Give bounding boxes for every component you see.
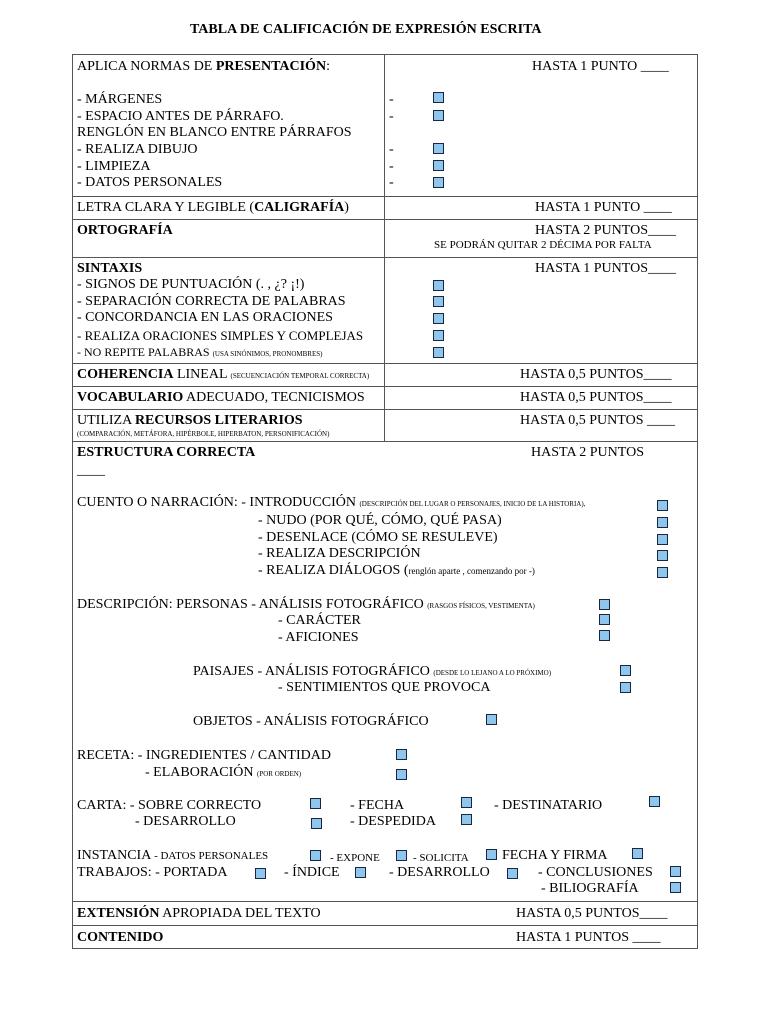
sintaxis-item: - SIGNOS DE PUNTUACIÓN (. , ¿? ¡!) xyxy=(77,277,305,292)
descripcion-item: - AFICIONES xyxy=(278,630,359,645)
checkbox-square-icon[interactable] xyxy=(433,313,444,324)
presentacion-item: - MÁRGENES xyxy=(77,92,163,107)
checkbox-square-icon[interactable] xyxy=(620,665,631,676)
carta-destinatario: - DESTINATARIO xyxy=(494,798,603,813)
checkbox-square-icon[interactable] xyxy=(632,848,643,859)
estructura-points: HASTA 2 PUNTOS xyxy=(531,445,644,460)
checkbox-square-icon[interactable] xyxy=(433,347,444,358)
page-title: TABLA DE CALIFICACIÓN DE EXPRESIÓN ESCRITA xyxy=(190,22,542,37)
contenido-points: HASTA 1 PUNTOS ____ xyxy=(516,930,661,945)
row-divider xyxy=(72,441,697,442)
checkbox-square-icon[interactable] xyxy=(486,714,497,725)
carta-despedida: - DESPEDIDA xyxy=(350,814,436,829)
checkbox-square-icon[interactable] xyxy=(657,517,668,528)
checkbox-square-icon[interactable] xyxy=(433,177,444,188)
caligrafia-points: HASTA 1 PUNTO ____ xyxy=(535,200,672,215)
ortografia-note: SE PODRÁN QUITAR 2 DÉCIMA POR FALTA xyxy=(434,239,652,251)
extension-points: HASTA 0,5 PUNTOS____ xyxy=(516,906,668,921)
checkbox-square-icon[interactable] xyxy=(310,850,321,861)
ortografia-points: HASTA 2 PUNTOS____ xyxy=(535,223,676,238)
checkbox-square-icon[interactable] xyxy=(507,868,518,879)
checkbox-square-icon[interactable] xyxy=(310,798,321,809)
dash-mark: - xyxy=(389,159,394,174)
coherencia-label: COHERENCIA LINEAL (SECUENCIACIÓN TEMPORAL CORRECTA) xyxy=(77,367,370,382)
sintaxis-item: - REALIZA ORACIONES SIMPLES Y COMPLEJAS xyxy=(77,328,364,343)
checkbox-square-icon[interactable] xyxy=(396,769,407,780)
vocabulario-label: VOCABULARIO ADECUADO, TECNICISMOS xyxy=(77,390,365,405)
checkbox-square-icon[interactable] xyxy=(620,682,631,693)
instancia-expone: - EXPONE xyxy=(330,852,380,864)
checkbox-square-icon[interactable] xyxy=(433,143,444,154)
dash-mark: - xyxy=(389,142,394,157)
checkbox-square-icon[interactable] xyxy=(670,866,681,877)
vocabulario-points: HASTA 0,5 PUNTOS____ xyxy=(520,390,672,405)
sintaxis-item: - SEPARACIÓN CORRECTA DE PALABRAS xyxy=(77,294,346,309)
presentacion-item: - LIMPIEZA xyxy=(77,159,151,174)
sintaxis-label: SINTAXIS xyxy=(77,261,143,276)
coherencia-points: HASTA 0,5 PUNTOS____ xyxy=(520,367,672,382)
carta-sobre: CARTA: - SOBRE CORRECTO xyxy=(77,798,262,813)
caligrafia-label: LETRA CLARA Y LEGIBLE (CALIGRAFÍA) xyxy=(77,200,349,215)
row-divider xyxy=(72,257,697,258)
carta-fecha: - FECHA xyxy=(350,798,405,813)
cuento-item: - DESENLACE (CÓMO SE RESULEVE) xyxy=(258,530,498,545)
row-divider xyxy=(72,409,697,410)
cuento-item: - REALIZA DESCRIPCIÓN xyxy=(258,546,421,561)
checkbox-square-icon[interactable] xyxy=(311,818,322,829)
carta-desarrollo: - DESARROLLO xyxy=(135,814,236,829)
cuento-item: - NUDO (POR QUÉ, CÓMO, QUÉ PASA) xyxy=(258,513,502,528)
recursos-points: HASTA 0,5 PUNTOS ____ xyxy=(520,413,675,428)
checkbox-square-icon[interactable] xyxy=(433,330,444,341)
checkbox-square-icon[interactable] xyxy=(433,92,444,103)
instancia-solicita: - SOLICITA xyxy=(413,852,469,864)
trabajos-portada: TRABAJOS: - PORTADA xyxy=(77,865,228,880)
checkbox-square-icon[interactable] xyxy=(433,280,444,291)
checkbox-square-icon[interactable] xyxy=(433,160,444,171)
sintaxis-item: - NO REPITE PALABRAS (USA SINÓNIMOS, PRONOMBRES) xyxy=(77,345,323,359)
checkbox-square-icon[interactable] xyxy=(433,296,444,307)
checkbox-square-icon[interactable] xyxy=(599,614,610,625)
checkbox-square-icon[interactable] xyxy=(649,796,660,807)
contenido-label: CONTENIDO xyxy=(77,930,164,945)
ortografia-label: ORTOGRAFÍA xyxy=(77,223,173,238)
sintaxis-item: - CONCORDANCIA EN LAS ORACIONES xyxy=(77,310,333,325)
presentacion-item: - ESPACIO ANTES DE PÁRRAFO. xyxy=(77,109,284,124)
row-divider xyxy=(72,925,697,926)
row-divider xyxy=(72,363,697,364)
instancia-fecha: FECHA Y FIRMA xyxy=(502,848,608,863)
receta-ingredientes: RECETA: - INGREDIENTES / CANTIDAD xyxy=(77,748,331,763)
table-border-right xyxy=(697,54,698,949)
trabajos-desarrollo: - DESARROLLO xyxy=(389,865,490,880)
dash-mark: - xyxy=(389,175,394,190)
descripcion-objetos: OBJETOS - ANÁLISIS FOTOGRÁFICO xyxy=(193,714,429,729)
descripcion-item: - CARÁCTER xyxy=(278,613,361,628)
row-divider xyxy=(72,196,697,197)
trabajos-conclusiones: - CONCLUSIONES xyxy=(538,865,653,880)
receta-elaboracion: - ELABORACIÓN (POR ORDEN) xyxy=(145,765,302,780)
instancia-label: INSTANCIA - DATOS PERSONALES xyxy=(77,848,269,863)
estructura-label: ESTRUCTURA CORRECTA xyxy=(77,445,256,460)
presentacion-label: APLICA NORMAS DE PRESENTACIÓN: xyxy=(77,59,330,74)
presentacion-item: - DATOS PERSONALES xyxy=(77,175,223,190)
extension-label: EXTENSIÓN APROPIADA DEL TEXTO xyxy=(77,906,321,921)
row-divider xyxy=(72,386,697,387)
trabajos-indice: - ÍNDICE xyxy=(284,865,340,880)
checkbox-square-icon[interactable] xyxy=(657,534,668,545)
checkbox-square-icon[interactable] xyxy=(396,749,407,760)
table-border-bottom xyxy=(72,948,697,949)
checkbox-square-icon[interactable] xyxy=(461,814,472,825)
descripcion-personas: DESCRIPCIÓN: PERSONAS - ANÁLISIS FOTOGRÁFICO (RASGOS FÍSICOS, VESTIMENTA) xyxy=(77,597,535,612)
checkbox-square-icon[interactable] xyxy=(433,110,444,121)
checkbox-square-icon[interactable] xyxy=(657,550,668,561)
checkbox-square-icon[interactable] xyxy=(396,850,407,861)
cuento-introduccion: CUENTO O NARRACIÓN: - INTRODUCCIÓN (DESCRIPCIÓN DEL LUGAR O PERSONAJES, INICIO DE LA HISTORIA), xyxy=(77,495,586,510)
recursos-note: (COMPARACIÓN, METÁFORA, HIPÉRBOLE, HIPERBATON, PERSONIFICACIÓN) xyxy=(77,430,330,438)
row-divider xyxy=(72,219,697,220)
checkbox-square-icon[interactable] xyxy=(657,567,668,578)
descripcion-sentimientos: - SENTIMIENTOS QUE PROVOCA xyxy=(278,680,491,695)
dash-mark: - xyxy=(389,109,394,124)
checkbox-square-icon[interactable] xyxy=(657,500,668,511)
trabajos-bibliografia: - BILIOGRAFÍA xyxy=(541,881,639,896)
checkbox-square-icon[interactable] xyxy=(461,797,472,808)
column-divider xyxy=(384,54,385,442)
sintaxis-points: HASTA 1 PUNTOS____ xyxy=(535,261,676,276)
checkbox-square-icon[interactable] xyxy=(599,599,610,610)
table-border-left xyxy=(72,54,73,949)
checkbox-square-icon[interactable] xyxy=(255,868,266,879)
estructura-blank: ____ xyxy=(77,463,105,478)
presentacion-item: - REALIZA DIBUJO xyxy=(77,142,198,157)
presentacion-item: RENGLÓN EN BLANCO ENTRE PÁRRAFOS xyxy=(77,125,352,140)
cuento-dialogos: - REALIZA DIÁLOGOS (renglón aparte , comenzando por -) xyxy=(258,563,535,578)
checkbox-square-icon[interactable] xyxy=(670,882,681,893)
checkbox-square-icon[interactable] xyxy=(599,630,610,641)
presentacion-points: HASTA 1 PUNTO ____ xyxy=(532,59,669,74)
recursos-label: UTILIZA RECURSOS LITERARIOS xyxy=(77,413,303,428)
dash-mark: - xyxy=(389,92,394,107)
checkbox-square-icon[interactable] xyxy=(486,849,497,860)
checkbox-square-icon[interactable] xyxy=(355,867,366,878)
row-divider xyxy=(72,901,697,902)
descripcion-paisajes: PAISAJES - ANÁLISIS FOTOGRÁFICO (DESDE LO LEJANO A LO PRÓXIMO) xyxy=(193,664,552,679)
